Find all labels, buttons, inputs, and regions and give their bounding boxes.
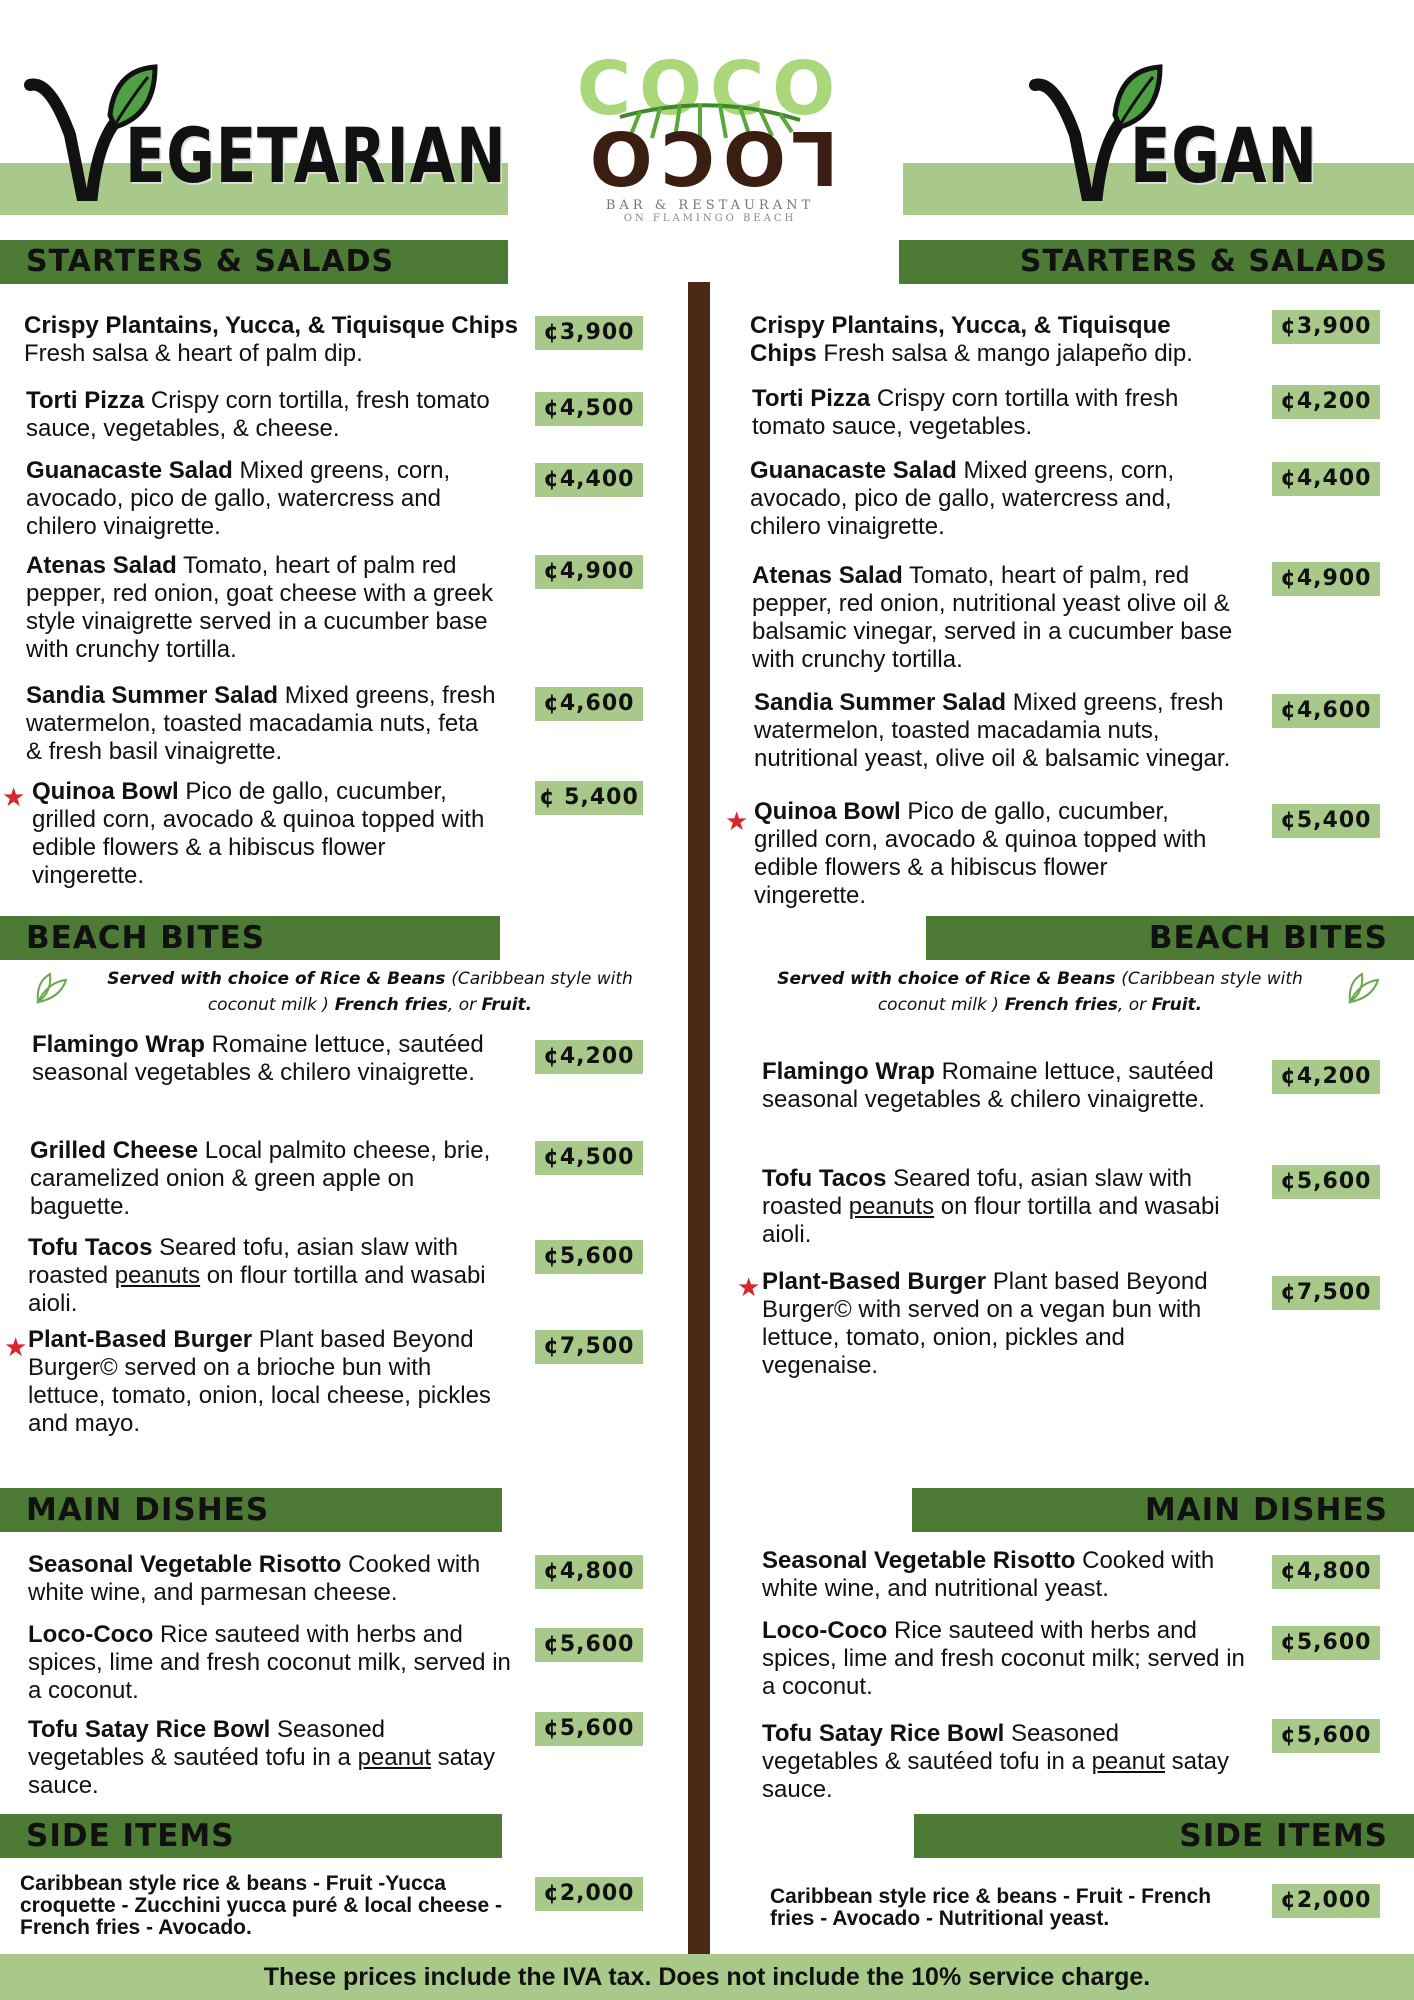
star-icon: ★ xyxy=(725,806,749,836)
tax-footer: These prices include the IVA tax. Does not include the 10% service charge. xyxy=(0,1954,1414,2000)
price-tag: ¢3,900 xyxy=(1272,310,1380,344)
vegan-starters-heading: STARTERS & SALADS xyxy=(899,240,1414,284)
menu-item: Flamingo Wrap Romaine lettuce, sautéed seasonal vegetables & chilero vinaigrette. xyxy=(762,1058,1214,1113)
menu-item: Flamingo Wrap Romaine lettuce, sautéed seasonal vegetables & chilero vinaigrette. xyxy=(32,1031,484,1086)
price-tag: ¢7,500 xyxy=(1272,1276,1380,1310)
menu-item: Grilled Cheese Local palmito cheese, brie, caramelized onion & green apple on baguette. xyxy=(30,1137,491,1220)
price-tag: ¢ 5,400 xyxy=(535,781,643,815)
price-tag: ¢4,600 xyxy=(1272,694,1380,728)
vegan-beach-bites-heading: BEACH BITES xyxy=(926,916,1414,960)
coco-loco-logo xyxy=(560,46,860,252)
leaf-icon xyxy=(1342,968,1382,1008)
logo-bottom-text: LOCO xyxy=(581,114,839,200)
price-tag: ¢5,600 xyxy=(1272,1719,1380,1753)
logo-subtitle: BAR & RESTAURANT xyxy=(605,198,815,213)
menu-item: Guanacaste Salad Mixed greens, corn, avocado, pico de gallo, watercress and, chilero vinaigrette. xyxy=(750,457,1175,540)
price-tag: ¢4,400 xyxy=(535,463,643,497)
menu-item: Atenas Salad Tomato, heart of palm red pepper, red onion, goat cheese with a greek style vinaigrette served in a cucumber base with crunchy tortilla. xyxy=(26,552,493,663)
vegan-main-dishes-heading: MAIN DISHES xyxy=(912,1488,1414,1532)
price-tag: ¢4,200 xyxy=(1272,385,1380,419)
price-tag: ¢5,600 xyxy=(535,1628,643,1662)
price-tag: ¢3,900 xyxy=(535,316,643,350)
price-tag: ¢2,000 xyxy=(1272,1884,1380,1918)
star-icon: ★ xyxy=(737,1272,761,1302)
vegetarian-starters-heading: STARTERS & SALADS xyxy=(0,240,508,284)
menu-item: Tofu Tacos Seared tofu, asian slaw with roasted peanuts on flour tortilla and wasabi aioli. xyxy=(762,1165,1220,1248)
menu-item: Seasonal Vegetable Risotto Cooked with white wine, and parmesan cheese. xyxy=(28,1551,481,1606)
column-divider xyxy=(688,282,710,1954)
star-icon: ★ xyxy=(2,782,26,812)
price-tag: ¢4,800 xyxy=(1272,1555,1380,1589)
menu-item: Loco-Coco Rice sauteed with herbs and spices, lime and fresh coconut milk, served in a coconut. xyxy=(28,1621,511,1704)
vegan-title: EGAN xyxy=(1130,111,1318,200)
price-tag: ¢5,600 xyxy=(1272,1626,1380,1660)
menu-item: Torti Pizza Crispy corn tortilla, fresh tomato sauce, vegetables, & cheese. xyxy=(26,387,490,442)
menu-item: Plant-Based Burger Plant based Beyond Burger© served on a brioche bun with lettuce, tomato, onion, local cheese, pickles and mayo. xyxy=(28,1326,491,1437)
menu-item: Plant-Based Burger Plant based Beyond Burger© with served on a vegan bun with lettuce, tomato, onion, pickles and vegenaise. xyxy=(762,1268,1208,1379)
price-tag: ¢5,600 xyxy=(535,1712,643,1746)
price-tag: ¢5,600 xyxy=(535,1240,643,1274)
vegetarian-title: EGETARIAN xyxy=(125,111,507,200)
menu-item: Sandia Summer Salad Mixed greens, fresh watermelon, toasted macadamia nuts, feta & fresh basil vinaigrette. xyxy=(26,682,496,765)
logo-top-text: COCO xyxy=(576,46,844,132)
beach-bites-note: Served with choice of Rice & Beans (Caribbean style with coconut milk ) French fries, or Fruit. xyxy=(107,969,633,1015)
vegetarian-side-items-heading: SIDE ITEMS xyxy=(0,1814,502,1858)
menu-item: Tofu Satay Rice Bowl Seasoned vegetables & sautéed tofu in a peanut satay sauce. xyxy=(762,1720,1230,1803)
vegetarian-beach-bites-heading: BEACH BITES xyxy=(0,916,500,960)
price-tag: ¢4,400 xyxy=(1272,462,1380,496)
logo-location: ON FLAMINGO BEACH xyxy=(623,213,797,224)
price-tag: ¢5,600 xyxy=(1272,1165,1380,1199)
leaf-icon xyxy=(30,968,70,1008)
side-items-text: Caribbean style rice & beans - Fruit - French fries - Avocado - Nutritional yeast. xyxy=(770,1885,1212,1930)
price-tag: ¢7,500 xyxy=(535,1330,643,1364)
vegan-side-items-heading: SIDE ITEMS xyxy=(914,1814,1414,1858)
price-tag: ¢4,200 xyxy=(535,1040,643,1074)
side-items-text: Caribbean style rice & beans - Fruit -Yucca croquette - Zucchini yucca puré & local cheese - French fries - Avocado. xyxy=(20,1872,502,1939)
price-tag: ¢4,500 xyxy=(535,1141,643,1175)
star-icon: ★ xyxy=(4,1332,28,1362)
price-tag: ¢5,400 xyxy=(1272,804,1380,838)
menu-item: Crispy Plantains, Yucca, & Tiquisque Chips Fresh salsa & mango jalapeño dip. xyxy=(750,312,1193,367)
price-tag: ¢4,500 xyxy=(535,392,643,426)
vegetarian-main-dishes-heading: MAIN DISHES xyxy=(0,1488,502,1532)
menu-item: Guanacaste Salad Mixed greens, corn, avocado, pico de gallo, watercress and chilero vinaigrette. xyxy=(26,457,451,540)
menu-item: Quinoa Bowl Pico de gallo, cucumber, grilled corn, avocado & quinoa topped with edible flowers & a hibiscus flower vingerette. xyxy=(754,798,1207,909)
menu-item: Tofu Tacos Seared tofu, asian slaw with roasted peanuts on flour tortilla and wasabi aioli. xyxy=(28,1234,486,1317)
menu-item: Sandia Summer Salad Mixed greens, fresh watermelon, toasted macadamia nuts, nutritional yeast, olive oil & balsamic vinegar. xyxy=(754,689,1231,772)
price-tag: ¢4,800 xyxy=(535,1555,643,1589)
menu-item: Tofu Satay Rice Bowl Seasoned vegetables & sautéed tofu in a peanut satay sauce. xyxy=(28,1716,496,1799)
price-tag: ¢4,900 xyxy=(535,555,643,589)
menu-item: Torti Pizza Crispy corn tortilla with fresh tomato sauce, vegetables. xyxy=(752,385,1179,440)
menu-item: Loco-Coco Rice sauteed with herbs and spices, lime and fresh coconut milk; served in a coconut. xyxy=(762,1617,1245,1700)
menu-item: Quinoa Bowl Pico de gallo, cucumber, grilled corn, avocado & quinoa topped with edible flowers & a hibiscus flower vingerette. xyxy=(32,778,485,889)
price-tag: ¢2,000 xyxy=(535,1877,643,1911)
price-tag: ¢4,600 xyxy=(535,687,643,721)
menu-item: Crispy Plantains, Yucca, & Tiquisque Chips Fresh salsa & heart of palm dip. xyxy=(24,312,518,367)
price-tag: ¢4,900 xyxy=(1272,562,1380,596)
menu-item: Atenas Salad Tomato, heart of palm, red pepper, red onion, nutritional yeast olive oil & balsamic vinegar, served in a cucumber base with crunchy tortilla. xyxy=(752,562,1233,673)
menu-item: Seasonal Vegetable Risotto Cooked with white wine, and nutritional yeast. xyxy=(762,1547,1215,1602)
price-tag: ¢4,200 xyxy=(1272,1060,1380,1094)
beach-bites-note: Served with choice of Rice & Beans (Caribbean style with coconut milk ) French fries, or Fruit. xyxy=(777,969,1303,1015)
